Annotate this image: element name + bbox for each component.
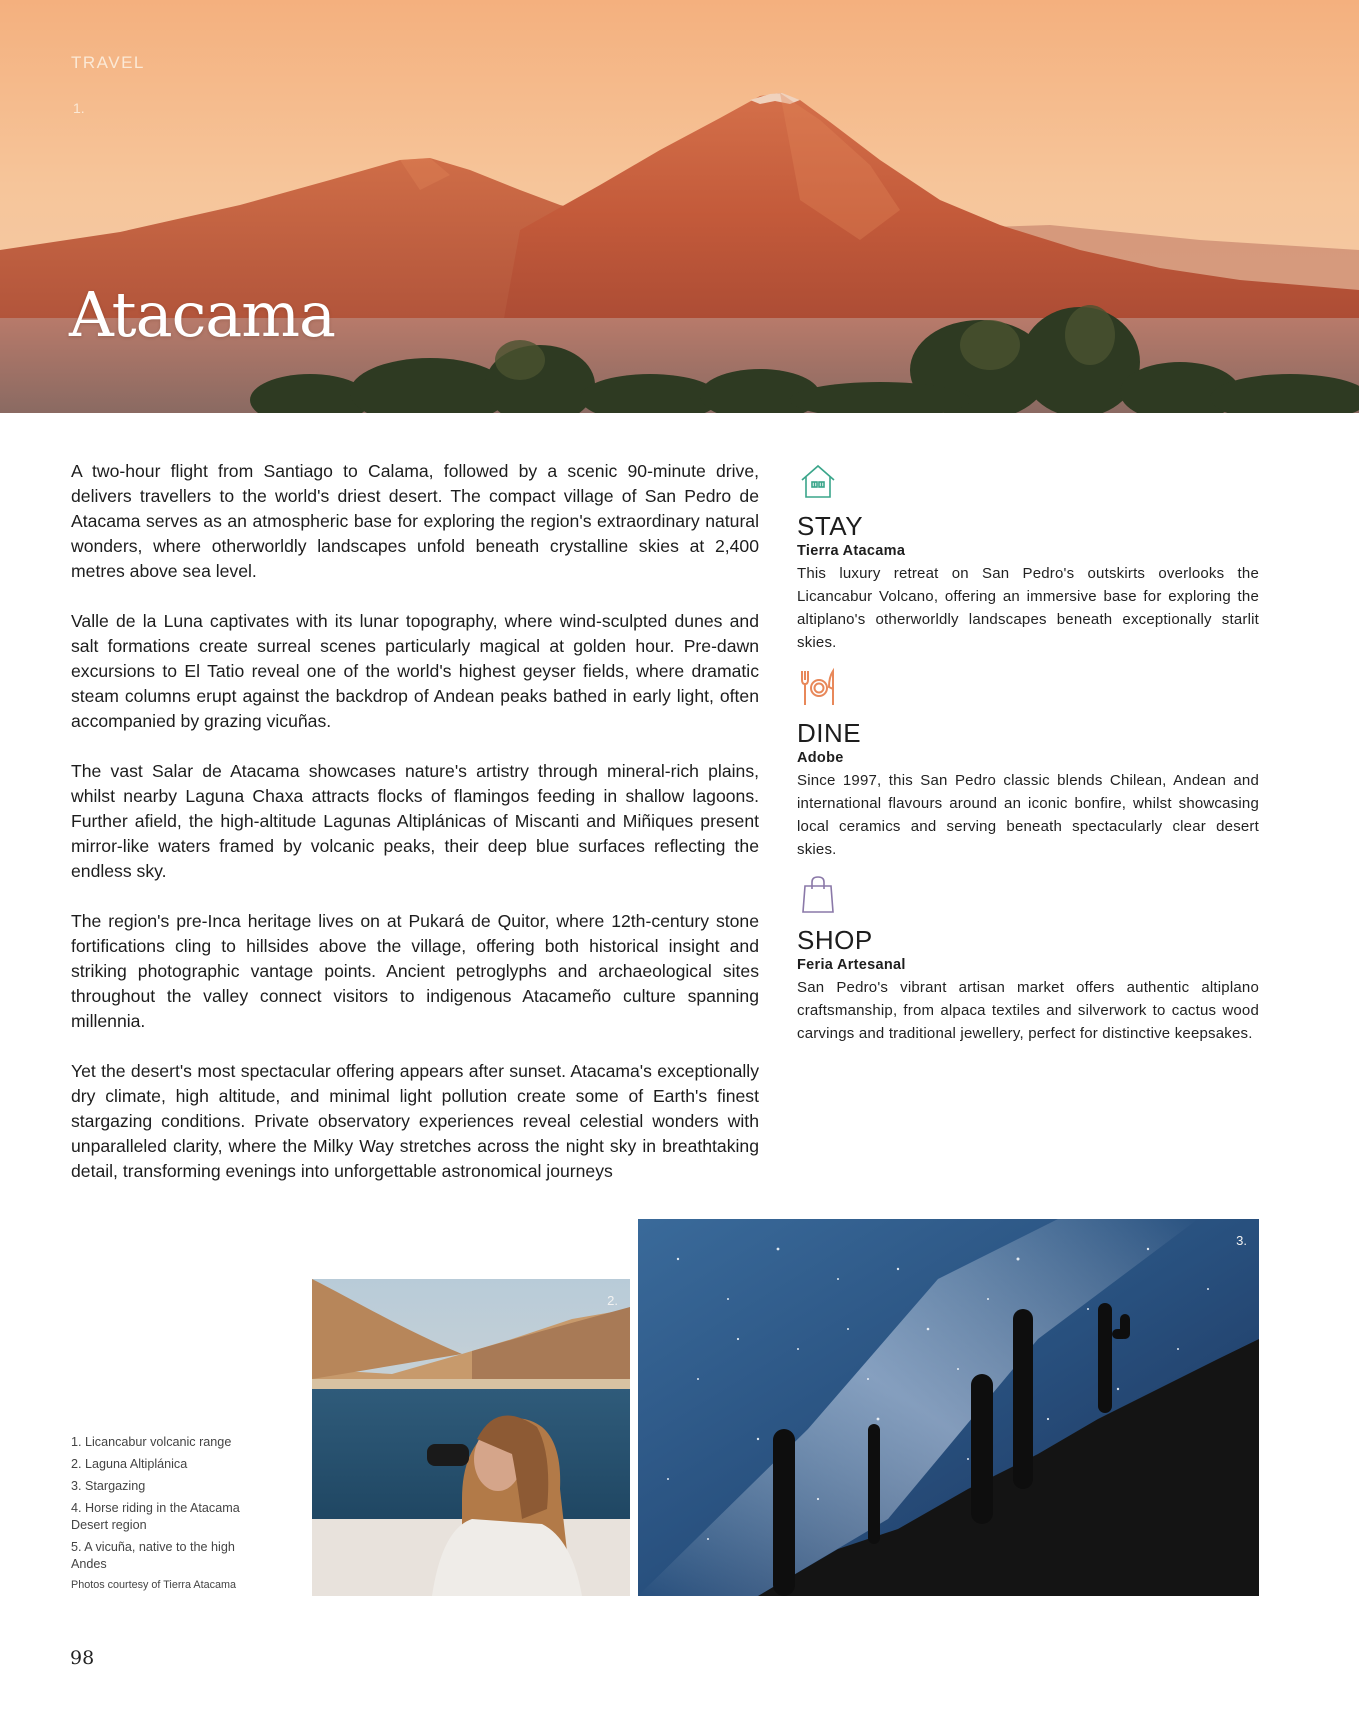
lagoon-image bbox=[312, 1279, 630, 1596]
stay-heading: STAY bbox=[797, 511, 864, 541]
hero-image bbox=[0, 0, 1359, 413]
caption-item: 1. Licancabur volcanic range bbox=[71, 1435, 232, 1449]
shopping-bag-icon bbox=[797, 874, 839, 916]
caption-item: 2. Laguna Altiplánica bbox=[71, 1457, 188, 1471]
photo-number: 1. bbox=[73, 100, 85, 116]
shop-description: San Pedro's vibrant artisan market offers authentic altiplano craftsmanship, from alpaca textiles and silverwork to cactus wood carvings and traditional jewellery, perfect for distinctive keepsakes. bbox=[797, 979, 1259, 1042]
shop-heading: SHOP bbox=[797, 925, 873, 955]
dine-heading: DINE bbox=[797, 718, 862, 748]
article-paragraph: Yet the desert's most spectacular offering appears after sunset. Atacama's exceptionally dry climate, high altitude, and minimal light pollution create some of Earth's finest stargazing conditions. Private observatory experiences reveal celestial wonders with unparalleled clarity, where the Milky Way stretches across the night sky in breathtaking detail, transforming evenings into unforgettable astronomical journeys bbox=[71, 1061, 759, 1181]
dine-description: Since 1997, this San Pedro classic blends Chilean, Andean and international flavours around an iconic bonfire, whilst showcasing local ceramics and serving beneath spectacularly clear desert skies. bbox=[797, 772, 1259, 858]
caption-item: 5. A vicuña, native to the high Andes bbox=[71, 1540, 235, 1571]
article-paragraph: The region's pre-Inca heritage lives on at Pukará de Quitor, where 12th-century stone fortifications cling to hillsides above the village, offering both historical insight and striking photographic vantage points. Ancient petroglyphs and archaeological sites throughout the valley connect visitors to indigenous Atacameño culture spanning millennia. bbox=[71, 911, 759, 1031]
lagoon-photo bbox=[312, 1279, 630, 1596]
photo-number: 2. bbox=[607, 1293, 618, 1308]
shop-section bbox=[797, 874, 1259, 1045]
stay-description: This luxury retreat on San Pedro's outskirts overlooks the Licancabur Volcano, offering an immersive base for exploring the altiplano's otherworldly landscapes beneath exceptionally starlit skies. bbox=[797, 565, 1259, 651]
stay-name: Tierra Atacama bbox=[797, 543, 906, 559]
house-icon bbox=[797, 460, 839, 502]
section-label: TRAVEL bbox=[71, 53, 145, 72]
shop-name: Feria Artesanal bbox=[797, 957, 906, 973]
stargazing-photo bbox=[638, 1219, 1259, 1596]
article-paragraph: Valle de la Luna captivates with its lunar topography, where wind-sculpted dunes and salt formations create surreal scenes particularly magical at golden hour. Pre-dawn excursions to El Tatio reveal one of the world's highest geyser fields, where dramatic steam columns erupt against the backdrop of Andean peaks bathed in early light, often accompanied by grazing vicuñas. bbox=[71, 611, 759, 731]
cutlery-plate-icon bbox=[797, 667, 839, 709]
article-body bbox=[71, 459, 759, 1209]
caption-item: 3. Stargazing bbox=[71, 1479, 146, 1493]
stargazing-image bbox=[638, 1219, 1259, 1596]
caption-item: 4. Horse riding in the Atacama Desert region bbox=[71, 1501, 240, 1532]
article-paragraph: A two-hour flight from Santiago to Calama, followed by a scenic 90-minute drive, delivers travellers to the world's driest desert. The compact village of San Pedro de Atacama serves as an atmospheric base for exploring the region's extraordinary natural wonders, where otherworldly landscapes unfold beneath crystalline skies at 2,400 metres above sea level. bbox=[71, 461, 759, 581]
dine-name: Adobe bbox=[797, 750, 844, 766]
photo-number: 3. bbox=[1236, 1233, 1247, 1248]
page-title: Atacama bbox=[69, 278, 336, 351]
page-number: 98 bbox=[70, 1647, 95, 1669]
volcano-landscape-image bbox=[0, 0, 1359, 413]
article-paragraph: The vast Salar de Atacama showcases nature's artistry through mineral-rich plains, whilst nearby Laguna Chaxa attracts flocks of flamingos feeding in shallow lagoons. Further afield, the high-altitude Lagunas Altiplánicas of Miscanti and Miñiques present mirror-like waters framed by volcanic peaks, their deep blue surfaces reflecting the endless sky. bbox=[71, 761, 759, 881]
photo-captions bbox=[71, 1434, 271, 1591]
photo-credit: Photos courtesy of Tierra Atacama bbox=[71, 1579, 237, 1591]
dine-section bbox=[797, 667, 1259, 861]
stay-section bbox=[797, 460, 1259, 654]
